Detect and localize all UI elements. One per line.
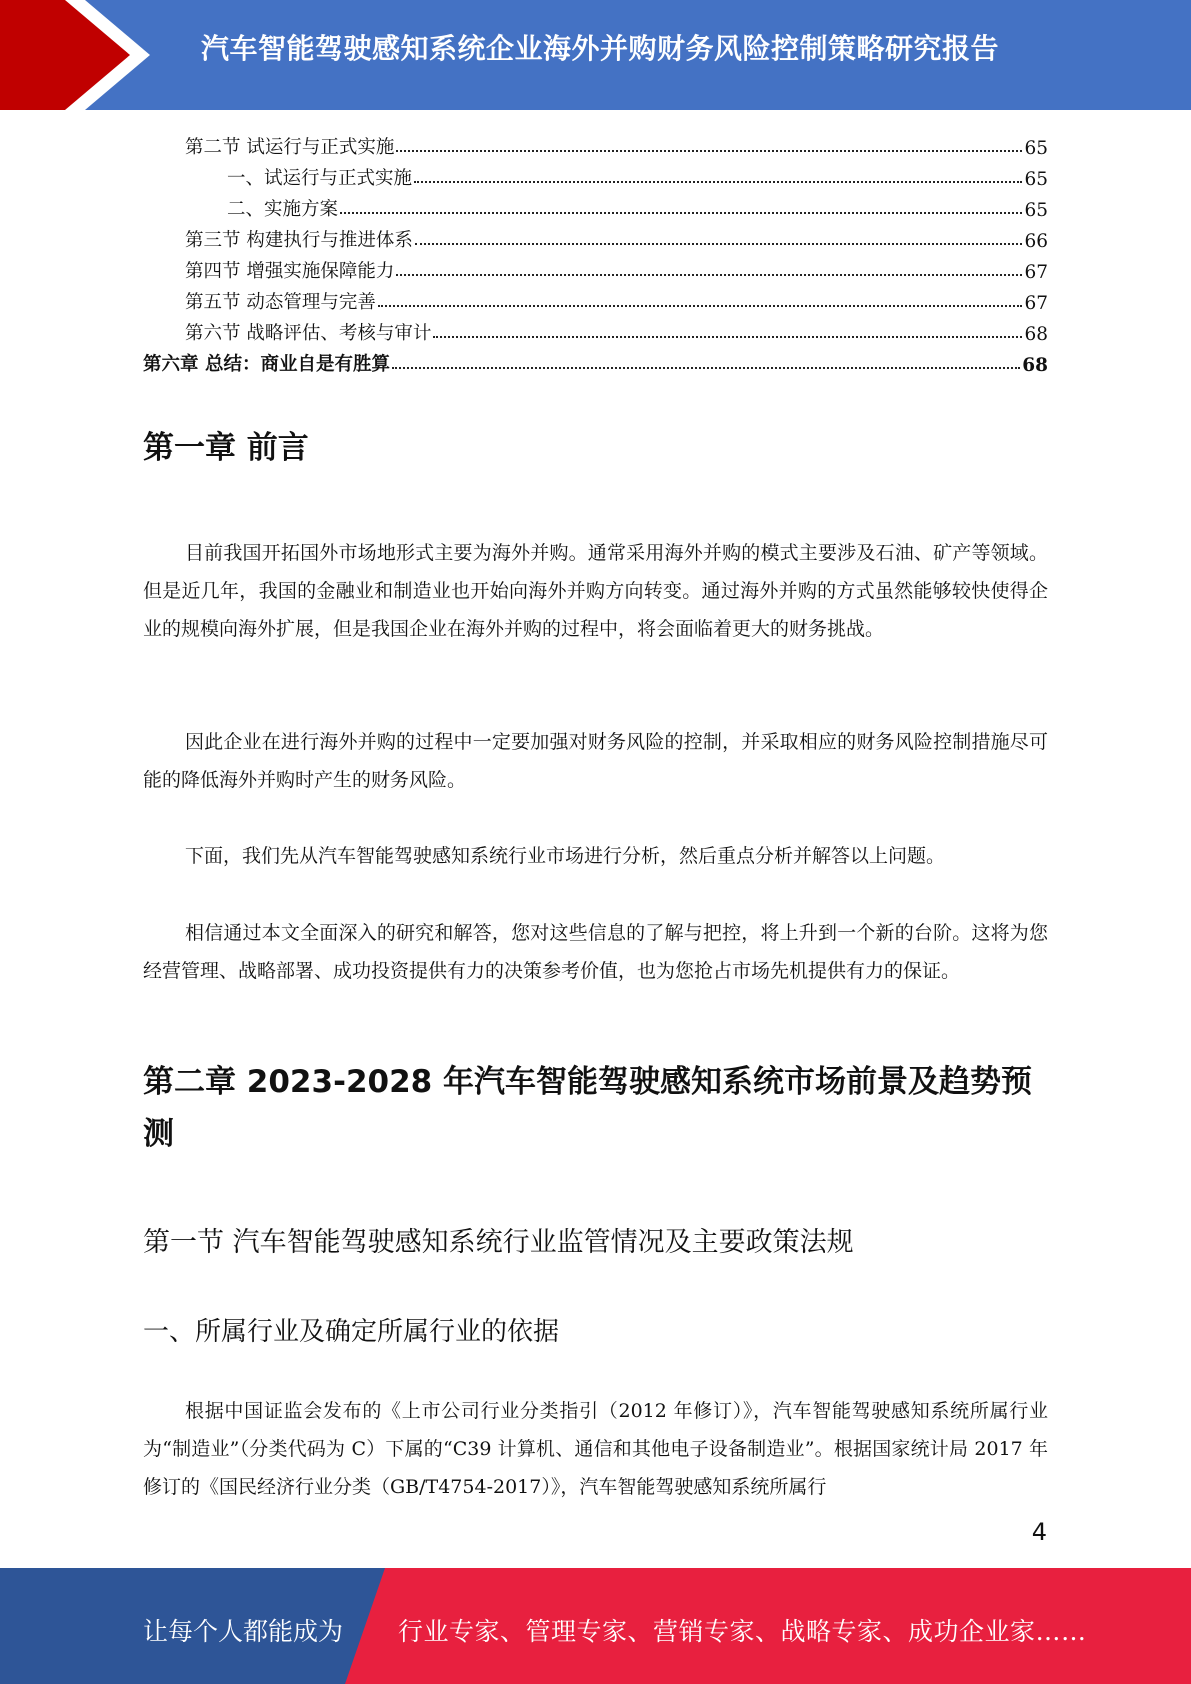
toc-entry[interactable] xyxy=(143,221,1048,252)
toc-entry-page: 65 xyxy=(1024,138,1048,159)
footer-slogan-left: 让每个人都能成为 xyxy=(143,1617,344,1646)
toc-entry-page: 68 xyxy=(1022,355,1048,376)
toc-entry-label: 第三节 构建执行与推进体系 xyxy=(185,226,415,252)
toc-entry-page: 66 xyxy=(1024,231,1048,252)
body-paragraph: 根据中国证监会发布的《上市公司行业分类指引（2012 年修订）》，汽车智能驾驶感知系统所属行业为“制造业”（分类代码为 C）下属的“C39 计算机、通信和其他电子设备制造业”。根据国家统计局 2017 年修订的《国民经济行业分类（GB/T4754-2017）》，汽车智能驾驶感知系统所属行 xyxy=(143,1400,1048,1498)
page-header xyxy=(0,0,1191,110)
toc-entry[interactable] xyxy=(143,159,1048,190)
toc-entry[interactable] xyxy=(143,314,1048,345)
toc-leader-dots xyxy=(415,243,1023,245)
toc-leader-dots xyxy=(340,212,1022,214)
toc-entry-page: 67 xyxy=(1024,293,1048,314)
toc-leader-dots xyxy=(433,336,1022,338)
toc-entry-label: 第二节 试运行与正式实施 xyxy=(185,133,396,159)
header-chevron-decoration xyxy=(0,0,150,110)
toc-entry[interactable] xyxy=(143,128,1048,159)
report-title: 汽车智能驾驶感知系统企业海外并购财务风险控制策略研究报告 xyxy=(200,32,999,65)
footer-slogan-right: 行业专家、管理专家、营销专家、战略专家、成功企业家…… xyxy=(398,1617,1087,1646)
toc-entry-label: 第六节 战略评估、考核与审计 xyxy=(185,319,433,345)
toc-entry[interactable] xyxy=(143,283,1048,314)
toc-entry-label: 一、试运行与正式实施 xyxy=(227,164,414,190)
toc-entry[interactable] xyxy=(143,252,1048,283)
body-paragraph: 相信通过本文全面深入的研究和解答，您对这些信息的了解与把控，将上升到一个新的台阶。这将为您经营管理、战略部署、成功投资提供有力的决策参考价值，也为您抢占市场先机提供有力的保证。 xyxy=(143,922,1048,982)
toc-entry[interactable] xyxy=(143,190,1048,221)
page-number: 4 xyxy=(1031,1518,1047,1546)
toc-leader-dots xyxy=(396,274,1022,276)
toc-entry-page: 68 xyxy=(1024,324,1048,345)
body-paragraph: 目前我国开拓国外市场地形式主要为海外并购。通常采用海外并购的模式主要涉及石油、矿产等领域。但是近几年，我国的金融业和制造业也开始向海外并购方向转变。通过海外并购的方式虽然能够较快使得企业的规模向海外扩展，但是我国企业在海外并购的过程中，将会面临着更大的财务挑战。 xyxy=(143,542,1048,640)
toc-leader-dots xyxy=(414,181,1022,183)
toc-leader-dots xyxy=(396,150,1022,152)
chapter-2-heading: 第二章 2023-2028 年汽车智能驾驶感知系统市场前景及趋势预测 xyxy=(143,1064,1033,1152)
page-footer xyxy=(0,1568,1191,1684)
toc-entry-label: 第四节 增强实施保障能力 xyxy=(185,257,396,283)
toc-entry-label: 二、实施方案 xyxy=(227,195,340,221)
chapter-1-heading: 第一章 前言 xyxy=(143,430,309,466)
toc-entry-page: 67 xyxy=(1024,262,1048,283)
toc-leader-dots xyxy=(392,367,1020,369)
toc-entry-label: 第五节 动态管理与完善 xyxy=(185,288,378,314)
toc-leader-dots xyxy=(378,305,1023,307)
toc-entry-page: 65 xyxy=(1024,200,1048,221)
toc-entry-label: 第六章 总结：商业自是有胜算 xyxy=(143,350,392,376)
toc-entry-chapter[interactable] xyxy=(143,345,1048,376)
body-paragraph: 因此企业在进行海外并购的过程中一定要加强对财务风险的控制，并采取相应的财务风险控制措施尽可能的降低海外并购时产生的财务风险。 xyxy=(143,731,1048,791)
subsection-heading: 一、所属行业及确定所属行业的依据 xyxy=(143,1317,560,1347)
section-heading: 第一节 汽车智能驾驶感知系统行业监管情况及主要政策法规 xyxy=(143,1227,854,1258)
table-of-contents xyxy=(143,128,1048,376)
body-paragraph: 下面，我们先从汽车智能驾驶感知系统行业市场进行分析，然后重点分析并解答以上问题。 xyxy=(185,845,946,867)
toc-entry-page: 65 xyxy=(1024,169,1048,190)
